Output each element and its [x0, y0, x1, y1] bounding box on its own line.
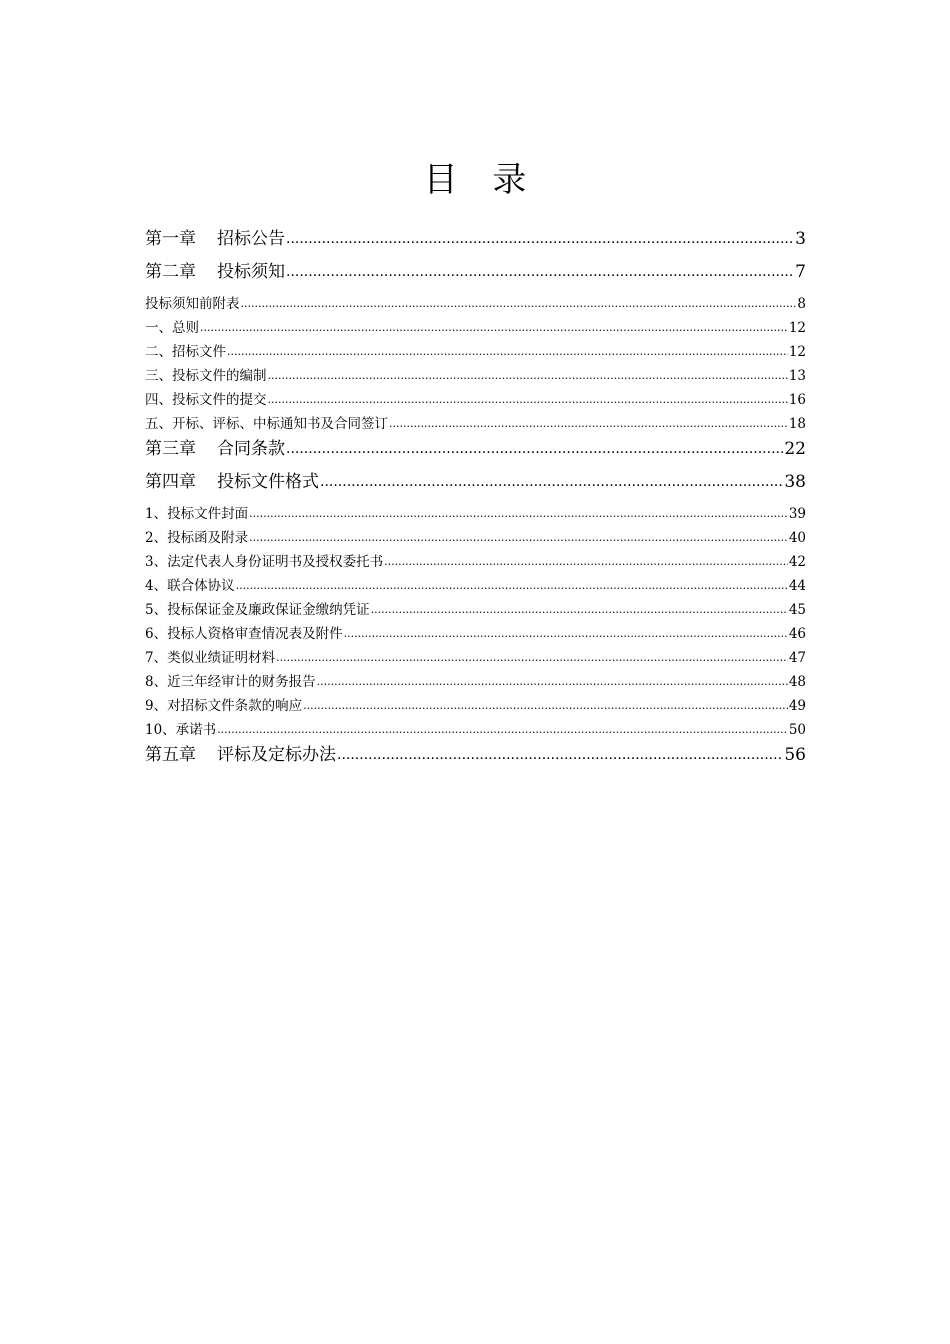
toc-dot-leader: [286, 226, 794, 252]
toc-dot-leader: [286, 436, 783, 462]
toc-section-entry[interactable]: [145, 646, 806, 670]
toc-section-entry[interactable]: [145, 694, 806, 718]
toc-page-number: 47: [788, 650, 806, 666]
toc-entry-text: 3、法定代表人身份证明书及授权委托书: [145, 554, 384, 570]
toc-entry-text: 5、投标保证金及廉政保证金缴纳凭证: [145, 602, 370, 618]
toc-dot-leader: [249, 526, 788, 550]
toc-page-number: 49: [788, 698, 806, 714]
toc-entry-label: [145, 550, 383, 574]
toc-entry-text: 合同条款: [217, 439, 285, 459]
toc-chapter-number: 第三章: [145, 439, 196, 459]
toc-dot-leader: [200, 316, 788, 340]
toc-page-number: 56: [784, 745, 806, 765]
toc-entry-label: [145, 259, 285, 285]
toc-entry-text: 9、对招标文件条款的响应: [145, 698, 303, 714]
toc-entry-label: [145, 340, 226, 364]
toc-page-number: 50: [788, 722, 806, 738]
toc-chapter-number: 第一章: [145, 229, 196, 249]
toc-section-entry[interactable]: [145, 670, 806, 694]
toc-entry-text: 1、投标文件封面: [145, 506, 249, 522]
toc-entry-label: [145, 469, 319, 495]
toc-title: 目 录: [423, 160, 539, 200]
toc-section-entry[interactable]: [145, 502, 806, 526]
toc-entry-label: [145, 718, 216, 742]
toc-entry-label: [145, 526, 248, 550]
toc-dot-leader: [303, 694, 788, 718]
toc-entry-text: 投标文件格式: [217, 472, 319, 492]
toc-page-number: 48: [788, 674, 806, 690]
toc-entry-label: [145, 694, 302, 718]
toc-entry-text: 8、近三年经审计的财务报告: [145, 674, 316, 690]
toc-page-number: 12: [788, 320, 806, 336]
toc-chapter-number: 第五章: [145, 745, 196, 765]
toc-section-entry[interactable]: [145, 718, 806, 742]
toc-page-number: 8: [797, 296, 806, 312]
toc-section-entry[interactable]: [145, 550, 806, 574]
toc-dot-leader: [384, 550, 788, 574]
toc-entry-text: 五、开标、评标、中标通知书及合同签订: [145, 416, 388, 432]
toc-page-number: 12: [788, 344, 806, 360]
toc-dot-leader: [389, 412, 788, 436]
toc-entry-label: [145, 670, 316, 694]
toc-entry-text: 一、总则: [145, 320, 199, 336]
toc-chapter-entry[interactable]: [145, 469, 806, 502]
toc-page-number: 44: [788, 578, 806, 594]
toc-dot-leader: [249, 502, 788, 526]
toc-entry-text: 四、投标文件的提交: [145, 392, 267, 408]
toc-chapter-number: 第二章: [145, 262, 196, 282]
toc-dot-leader: [371, 598, 788, 622]
toc-entry-text: 三、投标文件的编制: [145, 368, 267, 384]
toc-chapter-entry[interactable]: [145, 436, 806, 469]
toc-section-entry[interactable]: [145, 364, 806, 388]
toc-page-number: 16: [788, 392, 806, 408]
toc-entry-text: 投标须知前附表: [145, 296, 240, 312]
toc-section-entry[interactable]: [145, 526, 806, 550]
toc-dot-leader: [320, 469, 783, 495]
toc-section-entry[interactable]: [145, 388, 806, 412]
toc-entry-label: [145, 412, 388, 436]
toc-entry-text: 招标公告: [217, 229, 285, 249]
toc-chapter-entry[interactable]: [145, 259, 806, 292]
toc-section-entry[interactable]: [145, 412, 806, 436]
toc-section-entry[interactable]: [145, 598, 806, 622]
toc-entry-label: [145, 646, 275, 670]
toc-entry-text: 2、投标函及附录: [145, 530, 249, 546]
toc-entry-label: [145, 316, 199, 340]
toc-dot-leader: [276, 646, 788, 670]
toc-entry-text: 10、承诺书: [145, 722, 217, 738]
toc-page-number: 18: [788, 416, 806, 432]
table-of-contents: [145, 226, 806, 775]
toc-entry-text: 评标及定标办法: [217, 745, 336, 765]
toc-entry-label: [145, 226, 285, 252]
toc-section-entry[interactable]: [145, 292, 806, 316]
toc-dot-leader: [268, 388, 788, 412]
toc-chapter-entry[interactable]: [145, 226, 806, 259]
toc-page-number: 45: [788, 602, 806, 618]
toc-page-number: 22: [784, 439, 806, 459]
toc-entry-label: [145, 502, 248, 526]
toc-entry-label: [145, 292, 240, 316]
toc-entry-text: 7、类似业绩证明材料: [145, 650, 276, 666]
toc-page-number: 40: [788, 530, 806, 546]
toc-page-number: 38: [784, 472, 806, 492]
toc-dot-leader: [227, 340, 788, 364]
toc-chapter-entry[interactable]: [145, 742, 806, 775]
toc-entry-label: [145, 364, 267, 388]
toc-page-number: 13: [788, 368, 806, 384]
toc-page-number: 46: [788, 626, 806, 642]
toc-dot-leader: [241, 292, 797, 316]
toc-entry-text: 二、招标文件: [145, 344, 226, 360]
toc-entry-label: [145, 574, 235, 598]
toc-entry-label: [145, 436, 285, 462]
toc-entry-text: 投标须知: [217, 262, 285, 282]
toc-dot-leader: [317, 670, 788, 694]
toc-entry-label: [145, 742, 336, 768]
toc-entry-label: [145, 598, 370, 622]
toc-section-entry[interactable]: [145, 574, 806, 598]
toc-page-number: 3: [795, 229, 806, 249]
toc-page-number: 42: [788, 554, 806, 570]
toc-dot-leader: [337, 742, 783, 768]
toc-chapter-number: 第四章: [145, 472, 196, 492]
toc-dot-leader: [236, 574, 788, 598]
toc-dot-leader: [268, 364, 788, 388]
toc-entry-text: 6、投标人资格审查情况表及附件: [145, 626, 343, 642]
toc-dot-leader: [217, 718, 788, 742]
toc-dot-leader: [286, 259, 794, 285]
toc-dot-leader: [344, 622, 788, 646]
toc-section-entry[interactable]: [145, 340, 806, 364]
toc-page-number: 39: [788, 506, 806, 522]
toc-entry-label: [145, 622, 343, 646]
toc-section-entry[interactable]: [145, 622, 806, 646]
toc-page-number: 7: [795, 262, 806, 282]
toc-entry-label: [145, 388, 267, 412]
toc-section-entry[interactable]: [145, 316, 806, 340]
toc-entry-text: 4、联合体协议: [145, 578, 235, 594]
